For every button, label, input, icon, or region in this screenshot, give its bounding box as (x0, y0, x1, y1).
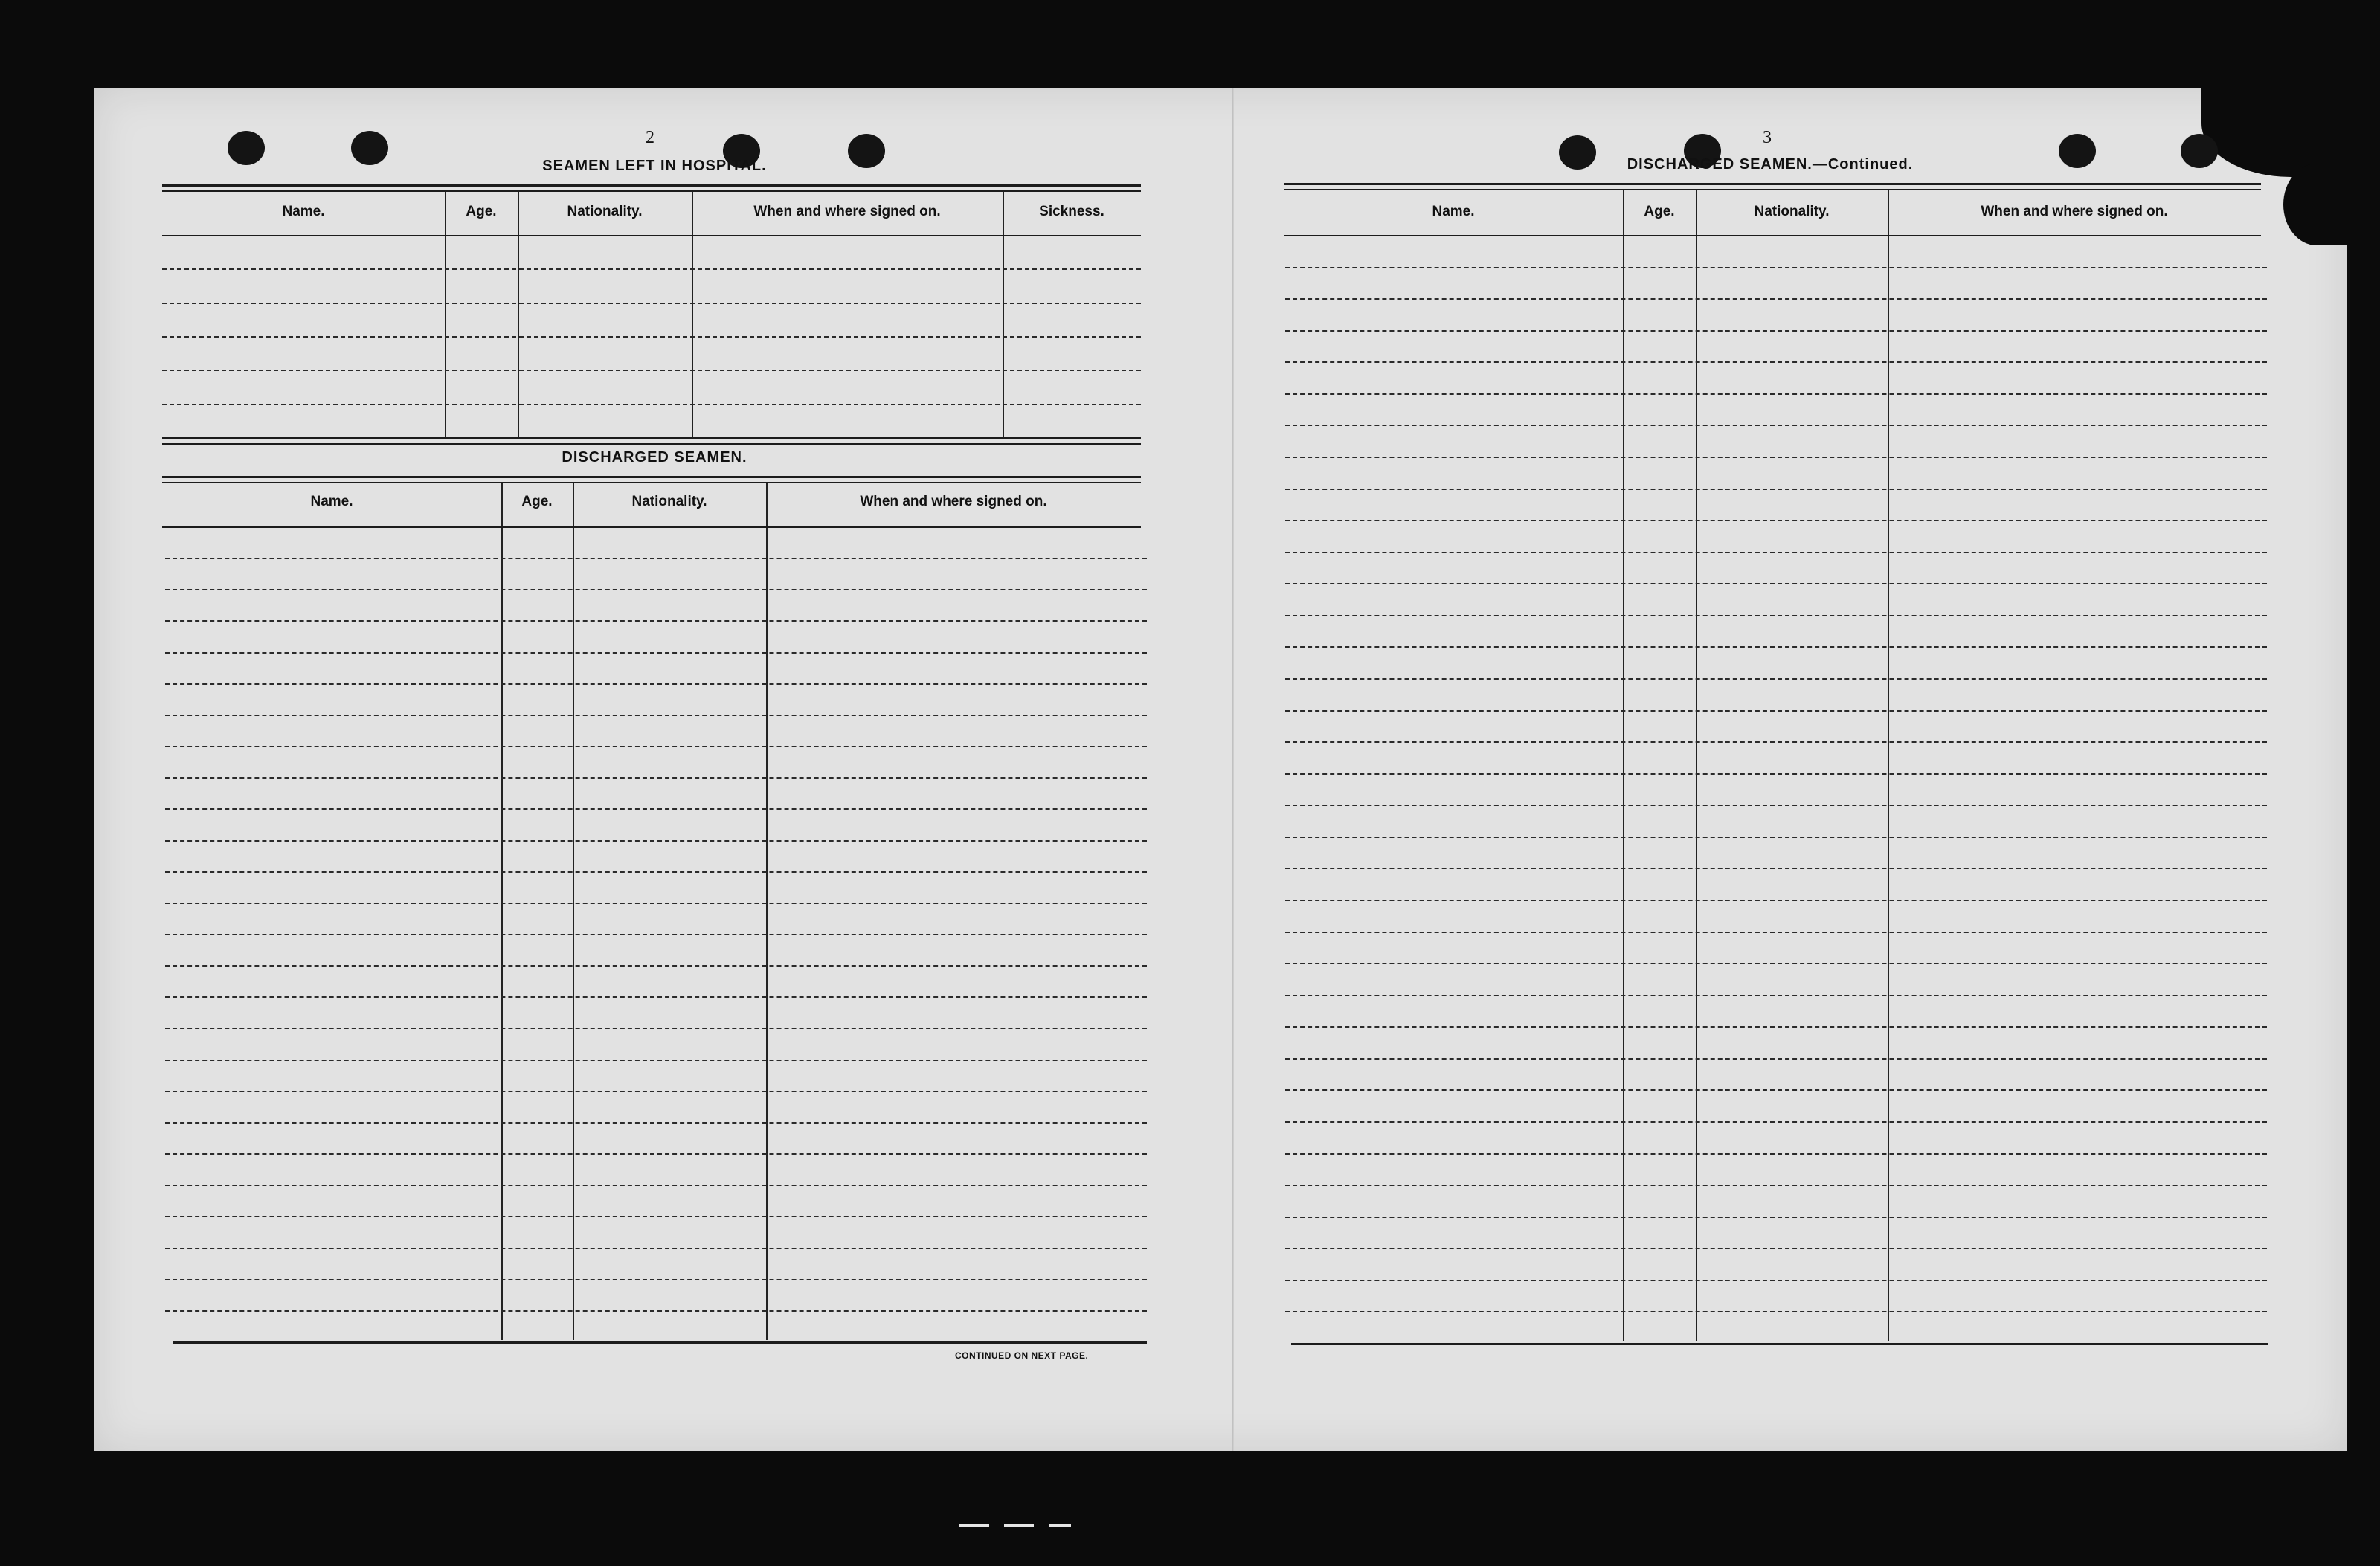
ruled-row-line (1285, 963, 2267, 964)
discharged-table-bottom-rule (173, 1341, 1147, 1344)
continued-note: CONTINUED ON NEXT PAGE. (955, 1350, 1089, 1361)
ruled-row-line (1285, 1280, 2267, 1281)
hospital-header-rule (162, 235, 1141, 236)
ruled-row-line (165, 1279, 1147, 1280)
right-page-number: 3 (1763, 128, 1772, 147)
form-sheet (94, 88, 2347, 1451)
ruled-row-line (162, 268, 1141, 270)
ruled-row-line (1285, 330, 2267, 332)
ruled-row-line (1285, 489, 2267, 490)
ruled-row-line (165, 808, 1147, 810)
ruled-row-line (165, 871, 1147, 873)
page-fold (1232, 88, 1234, 1451)
discharged-col-divider (766, 483, 768, 1340)
hospital-col-divider (1003, 192, 1004, 439)
hospital-table-top-rule-2 (162, 190, 1141, 192)
ruled-row-line (1285, 1058, 2267, 1060)
ruled-row-line (1285, 457, 2267, 458)
ruled-row-line (165, 589, 1147, 590)
ruled-row-line (165, 715, 1147, 716)
ruled-row-line (1285, 1217, 2267, 1218)
continued-header-rule (1284, 235, 2261, 236)
ruled-row-line (162, 303, 1141, 304)
ruled-row-line (165, 683, 1147, 685)
scan-marks (959, 1524, 1086, 1527)
ruled-row-line (1285, 1026, 2267, 1028)
ruled-row-line (1285, 552, 2267, 553)
punch-hole (228, 131, 265, 165)
ruled-row-line (1285, 615, 2267, 616)
ruled-row-line (1285, 773, 2267, 775)
discharged-section-title: DISCHARGED SEAMEN. (562, 449, 747, 465)
ruled-row-line (1285, 995, 2267, 996)
discharged-col-divider (501, 483, 503, 1340)
continued-col-divider (1888, 190, 1889, 1341)
discharged-col-age: Age. (521, 494, 553, 509)
punch-hole (2059, 134, 2096, 168)
ruled-row-line (165, 1122, 1147, 1124)
continued-table-top-rule (1284, 183, 2261, 185)
ruled-row-line (1285, 1153, 2267, 1155)
hospital-col-age: Age. (466, 204, 497, 219)
ruled-row-line (1285, 932, 2267, 933)
ruled-row-line (1285, 646, 2267, 648)
discharged-header-rule (162, 526, 1141, 528)
hospital-table-top-rule (162, 184, 1141, 187)
ruled-row-line (165, 996, 1147, 998)
ruled-row-line (165, 558, 1147, 559)
ruled-row-line (1285, 267, 2267, 268)
continued-col-divider (1623, 190, 1624, 1341)
ruled-row-line (1285, 361, 2267, 363)
punch-hole (351, 131, 388, 165)
discharged-col-nationality: Nationality. (631, 494, 707, 509)
ruled-row-line (165, 1060, 1147, 1061)
hospital-table-bottom-rule-2 (162, 443, 1141, 445)
discharged-table-top-rule (162, 476, 1141, 478)
ruled-row-line (162, 404, 1141, 405)
ruled-row-line (1285, 1311, 2267, 1312)
hospital-col-divider (692, 192, 693, 439)
ruled-row-line (1285, 583, 2267, 584)
hospital-col-signed-on: When and where signed on. (753, 204, 941, 219)
continued-col-name: Name. (1432, 204, 1475, 219)
ruled-row-line (165, 652, 1147, 654)
ruled-row-line (1285, 1248, 2267, 1249)
ruled-row-line (1285, 298, 2267, 300)
hospital-col-divider (518, 192, 519, 439)
ruled-row-line (165, 620, 1147, 622)
ruled-row-line (1285, 1121, 2267, 1123)
continued-table-top-rule-2 (1284, 189, 2261, 190)
continued-col-divider (1696, 190, 1697, 1341)
ruled-row-line (165, 1185, 1147, 1186)
hospital-col-name: Name. (282, 204, 325, 219)
ruled-row-line (1285, 900, 2267, 901)
ruled-row-line (165, 965, 1147, 967)
discharged-table-top-rule-2 (162, 482, 1141, 483)
hospital-table-bottom-rule (162, 437, 1141, 439)
punch-hole (2181, 134, 2218, 168)
hospital-col-divider (445, 192, 446, 439)
ruled-row-line (1285, 678, 2267, 680)
ruled-row-line (1285, 1185, 2267, 1186)
ruled-row-line (165, 1153, 1147, 1155)
continued-col-nationality: Nationality. (1754, 204, 1830, 219)
ruled-row-line (1285, 520, 2267, 521)
ruled-row-line (1285, 710, 2267, 712)
discharged-col-name: Name. (310, 494, 353, 509)
hospital-col-nationality: Nationality. (567, 204, 643, 219)
ruled-row-line (162, 336, 1141, 338)
hospital-section-title: SEAMEN LEFT IN HOSPITAL. (542, 158, 767, 174)
ruled-row-line (1285, 393, 2267, 395)
hospital-col-sickness: Sickness. (1039, 204, 1104, 219)
continued-table-bottom-rule (1291, 1343, 2268, 1345)
discharged-col-signed-on: When and where signed on. (860, 494, 1047, 509)
ruled-row-line (1285, 425, 2267, 426)
torn-edge (2283, 164, 2350, 245)
ruled-row-line (1285, 868, 2267, 869)
discharged-continued-title: DISCHARGED SEAMEN.—Continued. (1627, 156, 1914, 173)
ruled-row-line (165, 777, 1147, 779)
ruled-row-line (165, 1310, 1147, 1312)
ruled-row-line (162, 370, 1141, 371)
ruled-row-line (1285, 805, 2267, 806)
ruled-row-line (1285, 837, 2267, 838)
continued-col-age: Age. (1644, 204, 1675, 219)
left-page-number: 2 (646, 128, 654, 147)
discharged-col-divider (573, 483, 574, 1340)
ruled-row-line (1285, 1089, 2267, 1091)
ruled-row-line (165, 903, 1147, 904)
continued-col-signed-on: When and where signed on. (1981, 204, 2168, 219)
ruled-row-line (165, 1091, 1147, 1092)
ruled-row-line (165, 840, 1147, 842)
ruled-row-line (1285, 741, 2267, 743)
ruled-row-line (165, 746, 1147, 747)
ruled-row-line (165, 1028, 1147, 1029)
ruled-row-line (165, 934, 1147, 935)
ruled-row-line (165, 1248, 1147, 1249)
ruled-row-line (165, 1216, 1147, 1217)
